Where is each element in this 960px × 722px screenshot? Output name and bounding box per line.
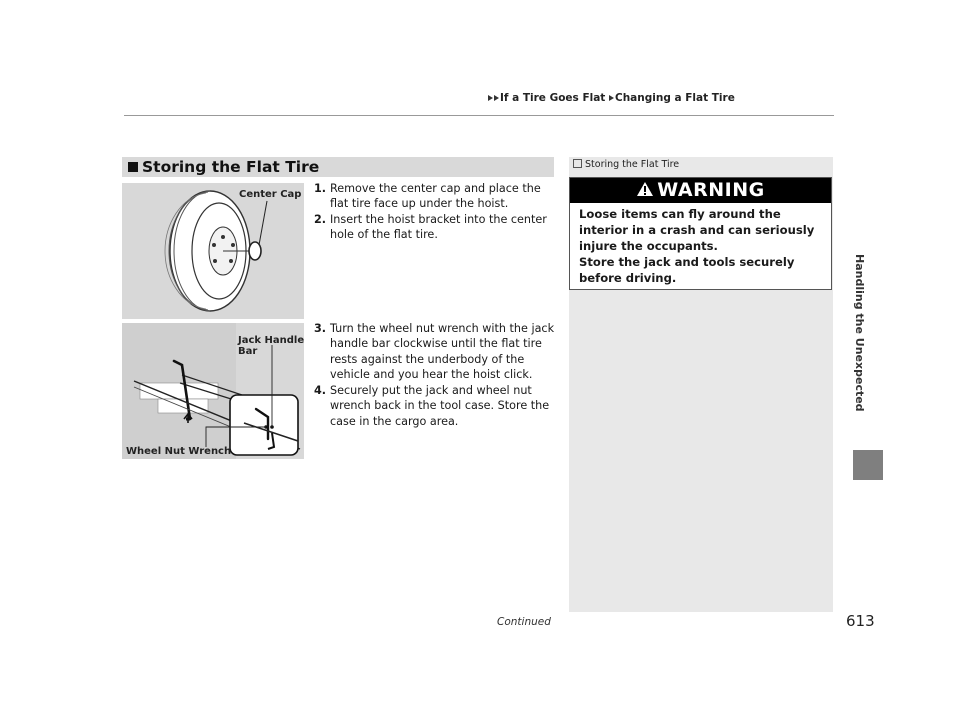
tire-drawing xyxy=(122,183,304,319)
header-divider xyxy=(124,115,834,116)
breadcrumb-item[interactable]: Changing a Flat Tire xyxy=(614,92,735,104)
chevron-right-icon xyxy=(494,95,499,101)
warning-header: WARNING xyxy=(570,178,831,203)
breadcrumb-item[interactable]: If a Tire Goes Flat xyxy=(500,92,606,104)
breadcrumb xyxy=(488,92,735,104)
warning-text: Loose items can fly around the interior in a crash and can seriously injure the occupants. Store the jack and tools securely before driving. xyxy=(579,207,815,285)
chevron-right-icon xyxy=(609,95,614,101)
page-number: 613 xyxy=(846,612,875,630)
tire-illustration xyxy=(122,183,304,319)
step-item: 2. Insert the hoist bracket into the center hole of the flat tire. xyxy=(314,213,547,242)
step-item: 1. Remove the center cap and place the flat tire face up under the hoist. xyxy=(314,182,541,211)
warning-triangle-icon xyxy=(636,181,654,197)
note-marker-icon xyxy=(573,159,582,168)
center-cap-label: Center Cap xyxy=(239,189,302,200)
continued-label: Continued xyxy=(497,616,551,628)
step-item: 3. Turn the wheel nut wrench with the jack handle bar clockwise until the flat tire rests against the underbody of the vehicle and you hear the hoist click. xyxy=(314,322,555,382)
chevron-right-icon xyxy=(488,95,493,101)
jack-handle-illustration xyxy=(122,323,304,459)
section-title: Storing the Flat Tire xyxy=(128,157,319,177)
step-item: 4. Securely put the jack and wheel nut wrench back in the tool case. Store the case in the cargo area. xyxy=(314,384,550,428)
chapter-tab-label: Handling the Unexpected xyxy=(853,254,866,412)
note-heading: Storing the Flat Tire xyxy=(573,159,679,170)
jack-handle-label: Jack Handle Bar xyxy=(238,335,305,357)
wheel-nut-wrench-label: Wheel Nut Wrench xyxy=(126,446,232,457)
square-bullet-icon xyxy=(128,162,138,172)
chapter-tab-marker xyxy=(853,450,883,480)
